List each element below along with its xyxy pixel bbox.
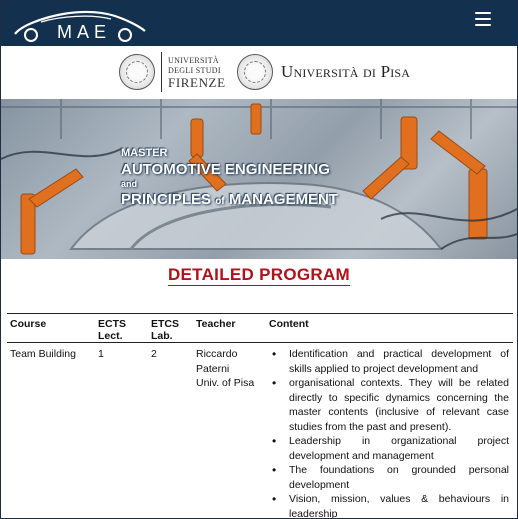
logo-text: MAE	[57, 22, 112, 42]
unifi-line3: FIRENZE	[168, 75, 226, 90]
header-teacher: Teacher	[196, 318, 236, 330]
header-content: Content	[269, 318, 309, 330]
content-item: • The foundations on grounded personal development	[269, 463, 513, 492]
teacher-last-name: Paterni	[196, 362, 230, 375]
banner-line2-b: MANAGEMENT	[228, 191, 338, 208]
cell-lab: 2	[151, 348, 157, 360]
mae-logo[interactable]	[11, 4, 151, 44]
banner-line1: AUTOMOTIVE ENGINEERING	[121, 161, 330, 178]
banner-line2-a: PRINCIPLES	[121, 191, 212, 208]
university-logos	[1, 46, 517, 99]
unifi-logo[interactable]	[119, 52, 226, 92]
cell-course: Team Building	[10, 348, 76, 360]
hero-banner	[1, 99, 517, 259]
teacher-affiliation: Univ. of Pisa	[196, 377, 255, 389]
cell-content	[269, 347, 513, 519]
header-ects-lect-line1: ECTS	[98, 318, 127, 330]
banner-line2	[121, 190, 338, 211]
logo-divider	[161, 52, 162, 92]
content-item: • Identification and practical development of skills applied to project development and	[269, 347, 513, 376]
unifi-line2: DEGLI STUDI	[168, 66, 221, 75]
unifi-seal-icon	[119, 54, 155, 90]
content-item: • Vision, mission, values & behaviours in leadership	[269, 492, 513, 519]
teacher-first-name: Riccardo	[196, 348, 238, 360]
cell-teacher	[196, 347, 269, 519]
table-row	[7, 343, 513, 519]
header-course: Course	[10, 318, 47, 330]
hamburger-menu-icon[interactable]	[475, 12, 491, 26]
unipi-seal-icon	[237, 54, 273, 90]
content-list	[269, 347, 513, 519]
unifi-line1: UNIVERSITÀ	[168, 56, 219, 65]
table-header-row	[7, 313, 513, 343]
top-nav-bar	[1, 1, 517, 46]
content-item: • organisational contexts. They will be related directly to specific dynamics concerning the master contents (inclusive of relevant case studies from the past and present).	[269, 376, 513, 434]
header-ects-lab	[151, 318, 196, 342]
header-ects-lect	[98, 318, 151, 342]
unipi-logo[interactable]	[237, 52, 410, 92]
banner-master: MASTER	[121, 147, 168, 159]
banner-and: and	[121, 179, 138, 189]
banner-title	[121, 146, 338, 211]
header-ects-lab-line2: Lab.	[151, 330, 173, 342]
detailed-program-title	[1, 265, 517, 285]
header-ects-lect-line2: Lect.	[98, 330, 123, 342]
cell-lect: 1	[98, 348, 104, 360]
banner-line2-of: of	[215, 196, 225, 207]
program-table	[7, 313, 513, 519]
content-item: • Leadership in organizational project development and management	[269, 434, 513, 463]
section-title-text: DETAILED PROGRAM	[167, 265, 351, 284]
header-ects-lab-line1: ETCS	[151, 318, 180, 330]
unipi-name: Università di Pisa	[281, 62, 411, 81]
